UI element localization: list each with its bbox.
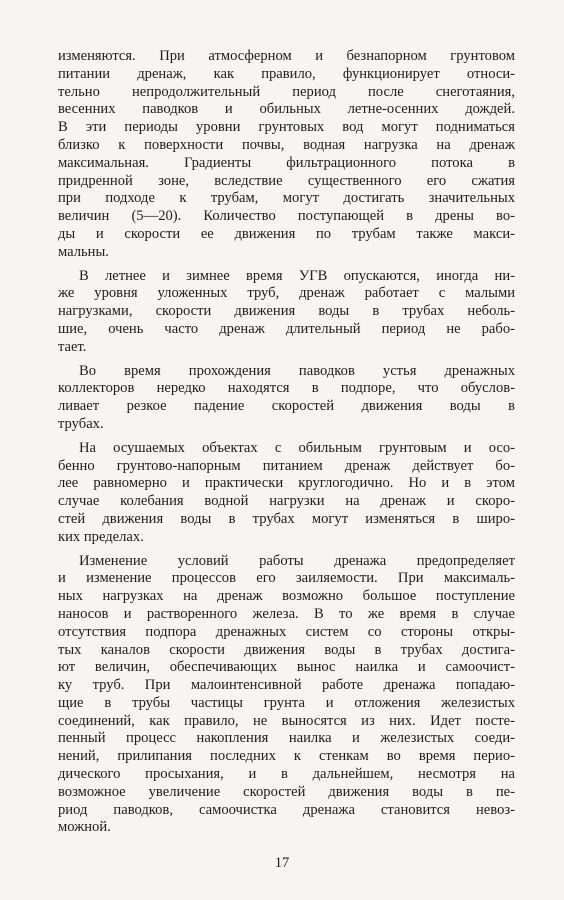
- page-text: [58, 48, 515, 837]
- paragraph-3: [58, 363, 515, 434]
- text-line: случае колебания водной нагрузки на дренаж и скоро-: [58, 493, 515, 510]
- text-line: возможное увеличение скоростей движения воды в пе-: [58, 783, 515, 800]
- text-line: ды и скорости ее движения по трубам также макси-: [58, 225, 515, 242]
- text-line: щие в трубы частицы грунта и отложения железистых: [58, 694, 515, 711]
- text-line: изменяются. При атмосферном и безнапорном грунтовом: [58, 48, 515, 64]
- text-line: при подходе к трубам, могут достигать значительных: [58, 190, 515, 207]
- text-line: коллекторов нередко находятся в подпоре, что обуслов-: [58, 380, 515, 397]
- text-line: ют величин, обеспечивающих вынос наилка и самоочист-: [58, 659, 515, 676]
- text-line: тых каналов скорости движения воды в трубах достига-: [58, 641, 515, 658]
- paragraph-2: [58, 268, 515, 357]
- text-line: пенный процесс накопления наилка и железистых соеди-: [58, 730, 515, 747]
- text-line: придренной зоне, вследствие существенного его сжатия: [58, 172, 515, 189]
- text-line: питании дренаж, как правило, функционирует относи-: [58, 65, 515, 82]
- page-number: 17: [274, 855, 290, 871]
- text-line: дического просыхания, и в дальнейшем, несмотря на: [58, 766, 515, 783]
- text-line: близко к поверхности почвы, водная нагрузка на дренаж: [58, 136, 515, 153]
- text-line: тельно непродолжительный период после снеготаяния,: [58, 83, 515, 100]
- text-line: ных нагрузках на дренаж возможно большое поступление: [58, 588, 515, 605]
- text-line: соединений, как правило, не выносятся из них. Идет посте-: [58, 712, 515, 729]
- text-line: максимальная. Градиенты фильтрационного потока в: [58, 154, 515, 171]
- text-line: ких пределах.: [58, 528, 144, 545]
- text-line: трубах.: [58, 415, 104, 432]
- text-line: Во время прохождения паводков устья дренажных: [79, 362, 515, 379]
- text-line: ливает резкое падение скоростей движения воды в: [58, 398, 515, 415]
- text-line: На осушаемых объектах с обильным грунтовым и осо-: [79, 439, 515, 456]
- paragraph-1: [58, 48, 515, 262]
- text-line: В эти периоды уровни грунтовых вод могут подниматься: [58, 119, 515, 136]
- text-line: риод паводков, самоочистка дренажа становится невоз-: [58, 801, 515, 818]
- text-line: наносов и растворенного железа. В то же время в случае: [58, 605, 515, 622]
- text-line: В летнее и зимнее время УГВ опускаются, иногда ни-: [79, 267, 515, 284]
- text-line: нагрузками, скорости движения воды в трубах неболь-: [58, 303, 515, 320]
- text-line: ку труб. При малоинтенсивной работе дренажа попадаю-: [58, 677, 515, 694]
- text-line: стей движения воды в трубах могут изменяться в широ-: [58, 510, 515, 527]
- text-line: величин (5—20). Количество поступающей в дрены во-: [58, 208, 515, 225]
- text-line: отсутствия подпора дренажных систем со стороны откры-: [58, 623, 515, 640]
- text-line: Изменение условий работы дренажа предопределяет: [79, 552, 515, 569]
- text-line: же уровня уложенных труб, дренаж работает с малыми: [58, 285, 515, 302]
- paragraph-4: [58, 440, 515, 547]
- paragraph-5: [58, 553, 515, 838]
- text-line: мальны.: [58, 243, 109, 260]
- text-line: весенних паводков и обильных летне-осенних дождей.: [58, 101, 515, 118]
- text-line: нений, прилипания последних к стенкам во время перио-: [58, 748, 515, 765]
- text-line: можной.: [58, 819, 111, 836]
- text-line: и изменение процессов его заиляемости. При максималь-: [58, 570, 515, 587]
- text-line: тает.: [58, 338, 87, 355]
- text-line: лее равномерно и практически круглогодично. Но и в этом: [58, 475, 515, 492]
- text-line: шие, очень часто дренаж длительный период не рабо-: [58, 320, 515, 337]
- text-line: бенно грунтово-напорным питанием дренаж действует бо-: [58, 457, 515, 474]
